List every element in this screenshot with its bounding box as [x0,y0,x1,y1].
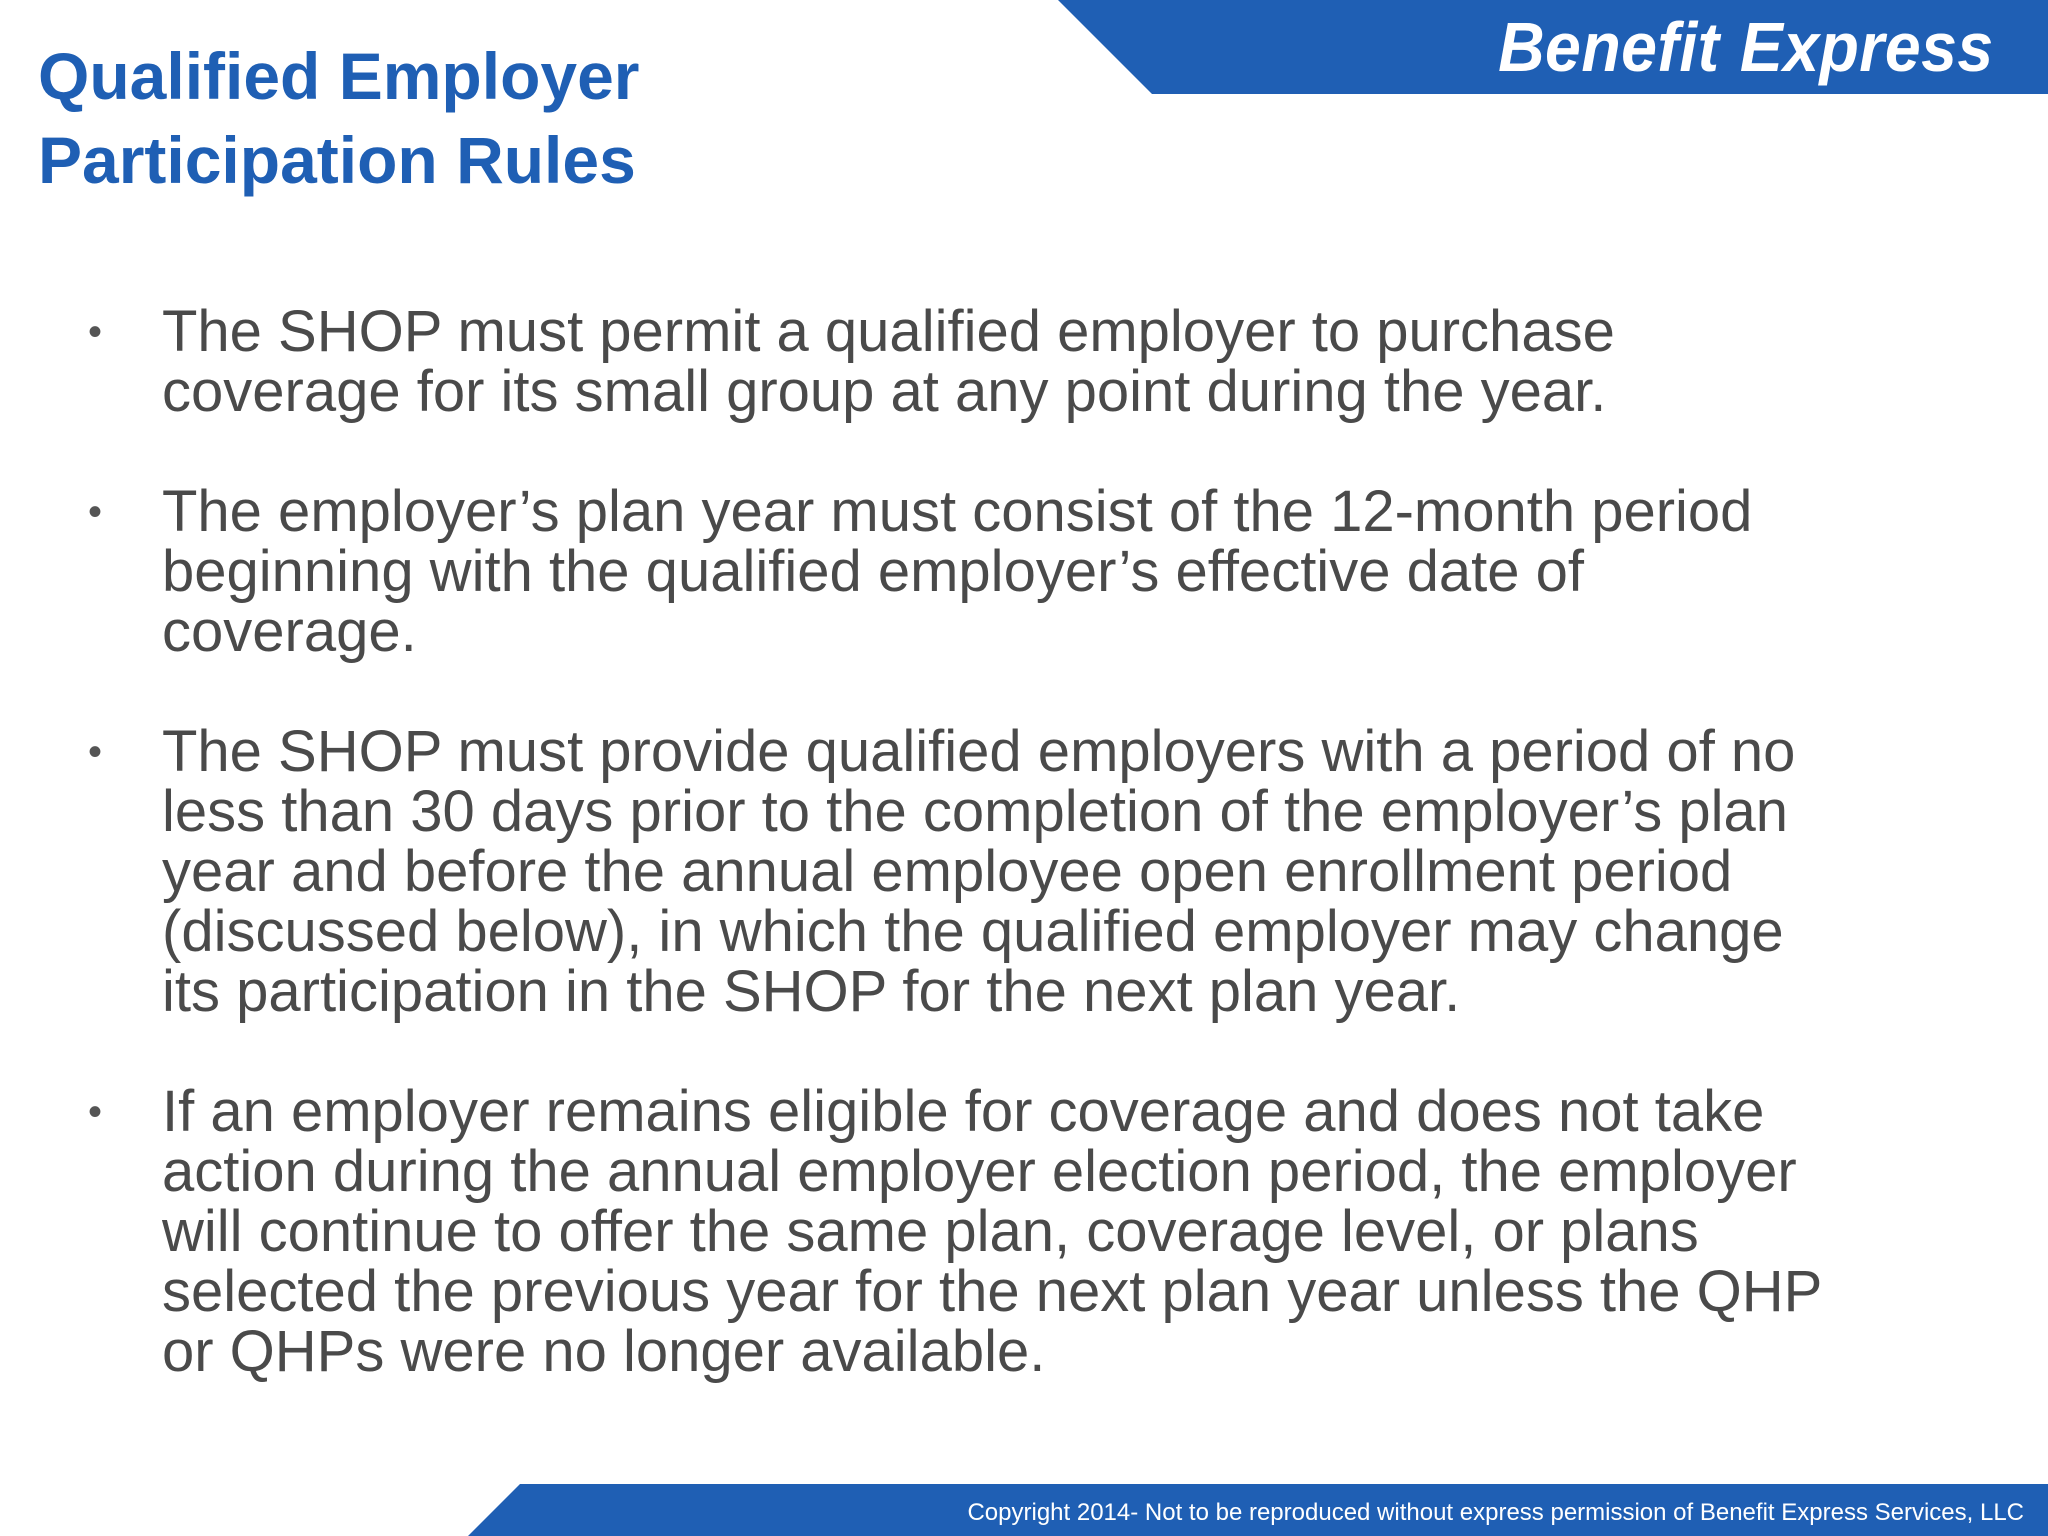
page-title-line-2: Participation Rules [38,123,636,197]
bullet-item [86,479,1986,664]
bullet-item [86,1079,1986,1384]
copyright-notice: Copyright 2014- Not to be reproduced without express permission of Benefit Express Services, LLC [967,1499,2024,1526]
bullet-item [86,719,1986,1024]
brand-logo [1498,4,1994,90]
bullet-line: will continue to offer the same plan, coverage level, or plans [162,1199,1699,1264]
brand-name-benefit: Benefit [1498,8,1720,86]
bullet-icon: • [88,1090,103,1134]
bullet-icon: • [88,310,103,354]
page-title-line-1: Qualified Employer [38,39,640,113]
bullet-line: coverage for its small group at any point during the year. [162,359,1607,424]
bullet-line: The SHOP must permit a qualified employer to purchase [162,299,1615,364]
bullet-item [86,299,1986,424]
brand-name-express: Express [1740,8,1994,86]
bullet-line: If an employer remains eligible for coverage and does not take [162,1079,1765,1144]
bullet-line: year and before the annual employee open enrollment period [162,839,1733,904]
bullet-list [86,299,1986,1442]
bullet-line: The SHOP must provide qualified employers with a period of no [162,719,1796,784]
bullet-line: or QHPs were no longer available. [162,1319,1046,1384]
bullet-line: less than 30 days prior to the completion of the employer’s plan [162,779,1789,844]
bullet-icon: • [88,490,103,534]
page-title [38,34,639,202]
bullet-line: action during the annual employer election period, the employer [162,1139,1797,1204]
bullet-icon: • [88,730,103,774]
bullet-line: The employer’s plan year must consist of the 12-month period [162,479,1753,544]
bullet-line: (discussed below), in which the qualified employer may change [162,899,1784,964]
bullet-line: its participation in the SHOP for the next plan year. [162,959,1461,1024]
bullet-line: coverage. [162,599,417,664]
bullet-line: beginning with the qualified employer’s effective date of [162,539,1584,604]
bullet-line: selected the previous year for the next plan year unless the QHP [162,1259,1823,1324]
